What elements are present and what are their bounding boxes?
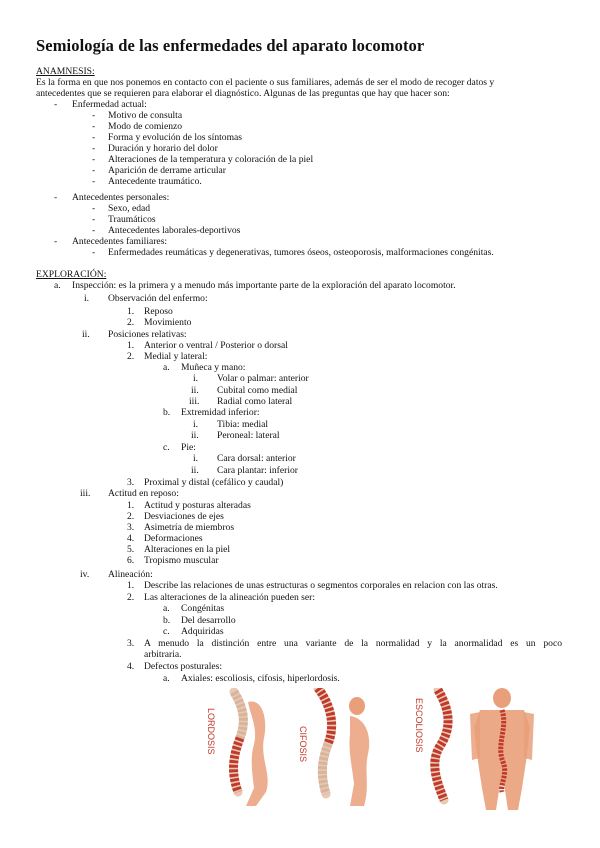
list-marker: i. [193, 373, 199, 384]
bullet-dash: - [54, 99, 58, 110]
bullet-dash: - [54, 236, 58, 247]
list-item: Radial como lateral [217, 396, 293, 407]
list-marker: iii. [189, 396, 200, 407]
list-marker: 3. [127, 638, 135, 649]
anamnesis-intro-line-1: Es la forma en que nos ponemos en contacto con el paciente o sus familiares, además de ser el modo de recoger datos y [36, 77, 495, 88]
list-marker: ii. [82, 329, 90, 340]
bullet-dash: - [54, 192, 58, 203]
observacion-label: Observación del enfermo: [108, 293, 208, 304]
list-item: Alteraciones de la temperatura y coloración de la piel [108, 154, 314, 165]
list-item: Traumáticos [108, 214, 156, 225]
list-item: Enfermedades reumáticas y degenerativas, tumores óseos, osteoporosis, malformaciones congénitas. [108, 247, 494, 258]
list-marker: iv. [80, 569, 90, 580]
list-item: Antecedentes laborales-deportivos [108, 225, 241, 236]
list-item: Cara dorsal: anterior [217, 453, 296, 464]
group-label-antecedentes-personales: Antecedentes personales: [72, 192, 170, 203]
list-item: Actitud y posturas alteradas [144, 500, 251, 511]
bullet-dash: - [92, 214, 96, 225]
list-item: Volar o palmar: anterior [217, 373, 309, 384]
bullet-dash: - [92, 176, 96, 187]
list-item: Axiales: escoliosis, cifosis, hiperlordosis. [181, 673, 340, 684]
exploracion-heading: EXPLORACIÓN: [36, 269, 107, 280]
list-marker: 6. [127, 555, 135, 566]
list-item: Cara plantar: inferior [217, 465, 298, 476]
group-label-antecedentes-familiares: Antecedentes familiares: [72, 236, 168, 247]
list-item: Modo de comienzo [108, 121, 183, 132]
lordosis-illustration [206, 692, 268, 806]
list-marker: 3. [127, 477, 135, 488]
cifosis-illustration [298, 688, 369, 806]
list-item: Movimiento [144, 317, 192, 328]
list-marker: a. [163, 673, 170, 684]
list-item: Defectos posturales: [144, 661, 223, 672]
list-item: Tropismo muscular [144, 555, 219, 566]
bullet-dash: - [92, 203, 96, 214]
list-item: Pie: [181, 442, 196, 453]
list-marker: iii. [80, 488, 91, 499]
bullet-dash: - [92, 225, 96, 236]
actitud-label: Actitud en reposo: [108, 488, 179, 499]
list-marker: 1. [127, 580, 135, 591]
list-item-continuation: arbitraria. [144, 649, 182, 660]
list-item: Adquiridas [181, 626, 224, 637]
bullet-dash: - [92, 132, 96, 143]
list-marker: ii. [191, 385, 199, 396]
list-marker: ii. [191, 465, 199, 476]
list-item: Del desarrollo [181, 615, 236, 626]
spine-deformities-figure [200, 688, 572, 810]
list-item: Cubital como medial [217, 385, 298, 396]
page-title: Semiología de las enfermedades del aparato locomotor [36, 36, 425, 55]
anamnesis-intro-line-2: antecedentes que se requieren para elaborar el diagnóstico. Algunas de las preguntas que hay que hacer son: [36, 88, 450, 99]
list-item: A menudo la distinción entre una variante de la normalidad y la anormalidad es un poco [144, 638, 562, 649]
list-marker: 4. [127, 533, 135, 544]
list-marker: b. [163, 615, 171, 626]
back-view-illustration [470, 688, 534, 810]
list-item: Proximal y distal (cefálico y caudal) [144, 477, 284, 488]
list-item: Asimetría de miembros [144, 522, 235, 533]
bullet-dash: - [92, 110, 96, 121]
group-label-enfermedad-actual: Enfermedad actual: [72, 99, 147, 110]
list-item: Forma y evolución de los síntomas [108, 132, 243, 143]
list-marker: 1. [127, 340, 135, 351]
list-item: Describe las relaciones de unas estructuras o segmentos corporales en relacion con las otras. [144, 580, 498, 591]
list-marker: 2. [127, 511, 135, 522]
anamnesis-heading: ANAMNESIS: [36, 66, 95, 77]
list-item: Antecedente traumático. [108, 176, 202, 187]
list-marker: 2. [127, 351, 135, 362]
inspeccion-text: Inspección: es la primera y a menudo más importante parte de la exploración del aparato locomotor. [72, 280, 456, 291]
list-marker: a. [163, 603, 170, 614]
bullet-dash: - [92, 247, 96, 258]
list-item: Reposo [144, 306, 173, 317]
list-item: Motivo de consulta [108, 110, 183, 121]
list-marker: 3. [127, 522, 135, 533]
bullet-dash: - [92, 154, 96, 165]
list-marker: 2. [127, 317, 135, 328]
list-item: Duración y horario del dolor [108, 143, 218, 154]
list-marker: i. [193, 453, 199, 464]
list-marker: 2. [127, 592, 135, 603]
list-item: Alteraciones en la piel [144, 544, 231, 555]
list-item: Tibia: medial [217, 419, 269, 430]
bullet-dash: - [92, 143, 96, 154]
posiciones-label: Posiciones relativas: [108, 329, 187, 340]
list-marker: c. [163, 626, 170, 637]
list-item: Muñeca y mano: [181, 362, 246, 373]
list-item: Peroneal: lateral [217, 430, 280, 441]
list-marker: i. [193, 419, 199, 430]
escoliosis-illustration [414, 690, 448, 800]
list-marker: 1. [127, 306, 135, 317]
list-marker: b. [163, 407, 171, 418]
list-marker: 4. [127, 661, 135, 672]
list-item: Aparición de derrame articular [108, 165, 226, 176]
alineacion-label: Alineación: [108, 569, 153, 580]
list-item: Deformaciones [144, 533, 203, 544]
list-marker: ii. [191, 430, 199, 441]
list-marker: a. [163, 362, 170, 373]
list-marker: 5. [127, 544, 135, 555]
lordosis-label: LORDOSIS [206, 708, 216, 755]
cifosis-label: CIFOSIS [298, 726, 308, 763]
list-item: Medial y lateral: [144, 351, 208, 362]
list-marker: c. [163, 442, 170, 453]
bullet-dash: - [92, 121, 96, 132]
bullet-dash: - [92, 165, 96, 176]
list-item: Anterior o ventral / Posterior o dorsal [144, 340, 288, 351]
list-item: Sexo, edad [108, 203, 151, 214]
list-marker: i. [84, 293, 90, 304]
list-item: Congénitas [181, 603, 225, 614]
list-item: Extremidad inferior: [181, 407, 260, 418]
list-item: Las alteraciones de la alineación pueden ser: [144, 592, 316, 603]
list-marker: 1. [127, 500, 135, 511]
escoliosis-label: ESCOLIOSIS [414, 698, 424, 753]
list-marker: a. [54, 280, 61, 291]
list-item: Desviaciones de ejes [144, 511, 224, 522]
